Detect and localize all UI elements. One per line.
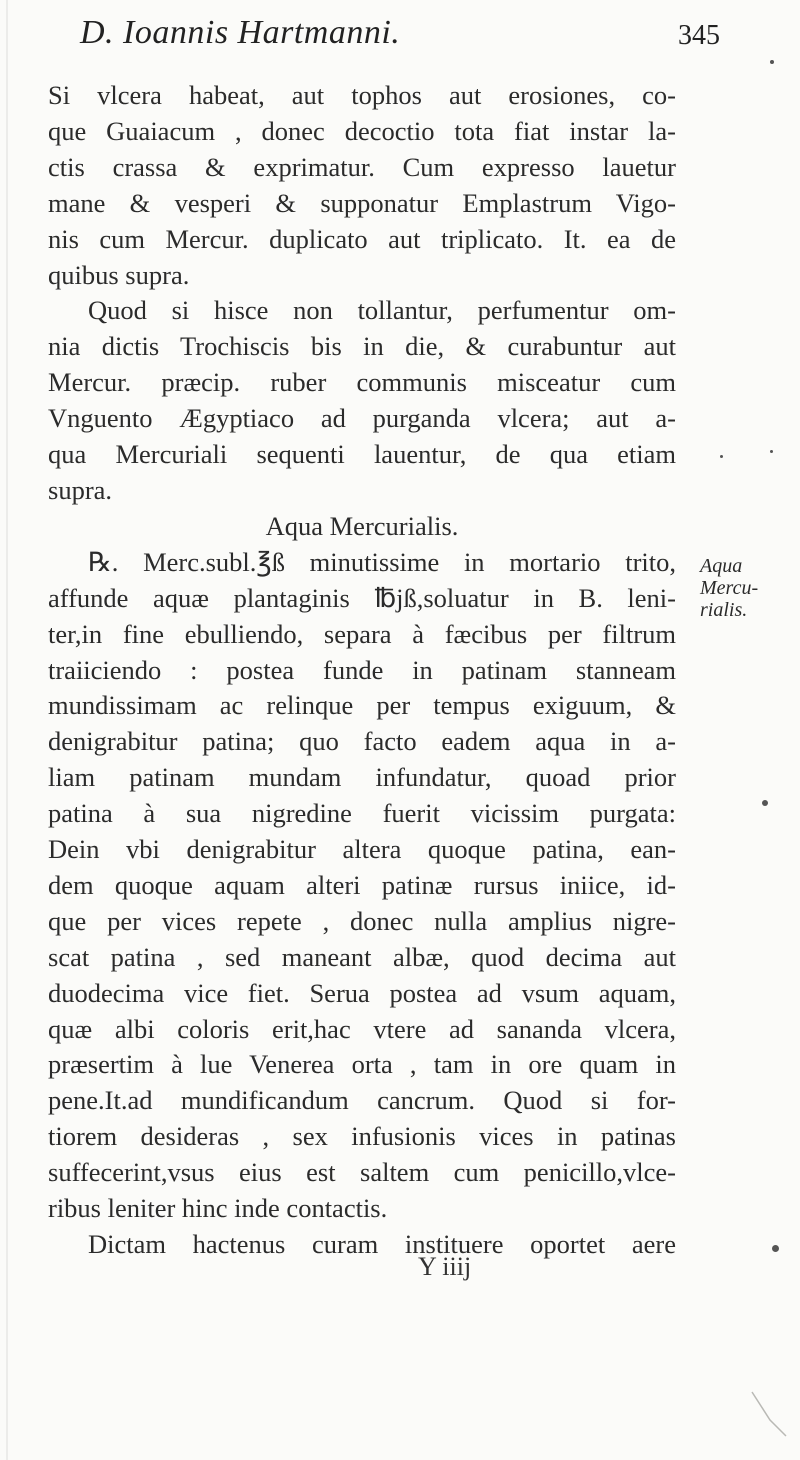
text-line: Vnguento Ægyptiaco ad purganda vlcera; aut a- — [48, 403, 676, 434]
ink-speck — [770, 60, 774, 64]
body-text — [48, 78, 676, 1263]
text-line: tiorem desideras , sex infusionis vices in patinas — [48, 1121, 676, 1152]
signature-mark: Y iiij — [418, 1252, 472, 1281]
text-line: que Guaiacum , donec decoctio tota fiat instar la- — [48, 115, 676, 146]
text-line: mundissimam ac relinque per tempus exiguum, & — [48, 690, 676, 721]
margin-note-line: Aqua — [700, 555, 743, 577]
text-line: liam patinam mundam infundatur, quoad prior — [48, 762, 676, 793]
text-line: dem quoque aquam alteri patinæ rursus iniice, id- — [48, 869, 676, 900]
text-line: Mercur. præcip. ruber communis misceatur cum — [48, 367, 676, 398]
section-heading: Aqua Mercurialis. — [265, 510, 459, 541]
ink-speck — [762, 800, 768, 806]
margin-note — [700, 555, 758, 621]
text-line: patina à sua nigredine fuerit vicissim purgata: — [48, 798, 676, 829]
text-line: scat patina , sed maneant albæ, quod decima aut — [48, 941, 676, 972]
page-number: 345 — [678, 20, 720, 51]
text-line: Dein vbi denigrabitur altera quoque patina, ean- — [48, 834, 676, 865]
text-line: qua Mercuriali sequenti lauentur, de qua etiam — [48, 439, 676, 470]
text-line: affunde aquæ plantaginis ℔jß,soluatur in B. leni- — [48, 582, 676, 613]
text-line: ℞. Merc.subl.℥ß minutissime in mortario trito, — [88, 546, 676, 577]
text-line: suffecerint,vsus eius est saltem cum penicillo,vlce- — [48, 1157, 676, 1188]
text-line: duodecima vice fiet. Serua postea ad vsum aquam, — [48, 977, 676, 1008]
text-line: mane & vesperi & supponatur Emplastrum Vigo- — [48, 187, 676, 218]
ink-speck — [720, 455, 723, 458]
text-line: ribus leniter hinc inde contactis. — [48, 1193, 388, 1224]
text-line: quibus supra. — [48, 259, 190, 290]
ink-speck — [770, 450, 773, 453]
text-line: supra. — [48, 474, 113, 505]
text-line: præsertim à lue Venerea orta , tam in ore quam in — [48, 1049, 676, 1080]
page-fold-shadow — [6, 0, 8, 1460]
corner-scratch-mark — [750, 1390, 790, 1440]
text-line: traiiciendo : postea funde in patinam stanneam — [48, 654, 676, 685]
text-line: quæ albi coloris erit,hac vtere ad sananda vlcera, — [48, 1013, 676, 1044]
text-line: ctis crassa & exprimatur. Cum expresso lauetur — [48, 151, 676, 182]
margin-note-line: Mercu- — [700, 577, 759, 599]
text-line: ter,in fine ebulliendo, separa à fæcibus per filtrum — [48, 618, 676, 649]
text-line: que per vices repete , donec nulla amplius nigre- — [48, 905, 676, 936]
text-line: denigrabitur patina; quo facto eadem aqua in a- — [48, 726, 676, 757]
text-line: Quod si hisce non tollantur, perfumentur om- — [88, 295, 676, 326]
text-line: nis cum Mercur. duplicato aut triplicato. It. ea de — [48, 223, 676, 254]
text-line: Dictam hactenus curam instituere oportet aere — [88, 1229, 676, 1259]
text-line: pene.It.ad mundificandum cancrum. Quod si for- — [48, 1085, 676, 1116]
margin-note-line: rialis. — [700, 599, 748, 621]
running-title: D. Ioannis Hartmanni. — [80, 14, 401, 51]
page-header — [80, 8, 720, 58]
text-line: nia dictis Trochiscis bis in die, & curabuntur aut — [48, 331, 676, 362]
ink-speck — [772, 1245, 779, 1252]
text-line: Si vlcera habeat, aut tophos aut erosiones, co- — [48, 80, 676, 110]
